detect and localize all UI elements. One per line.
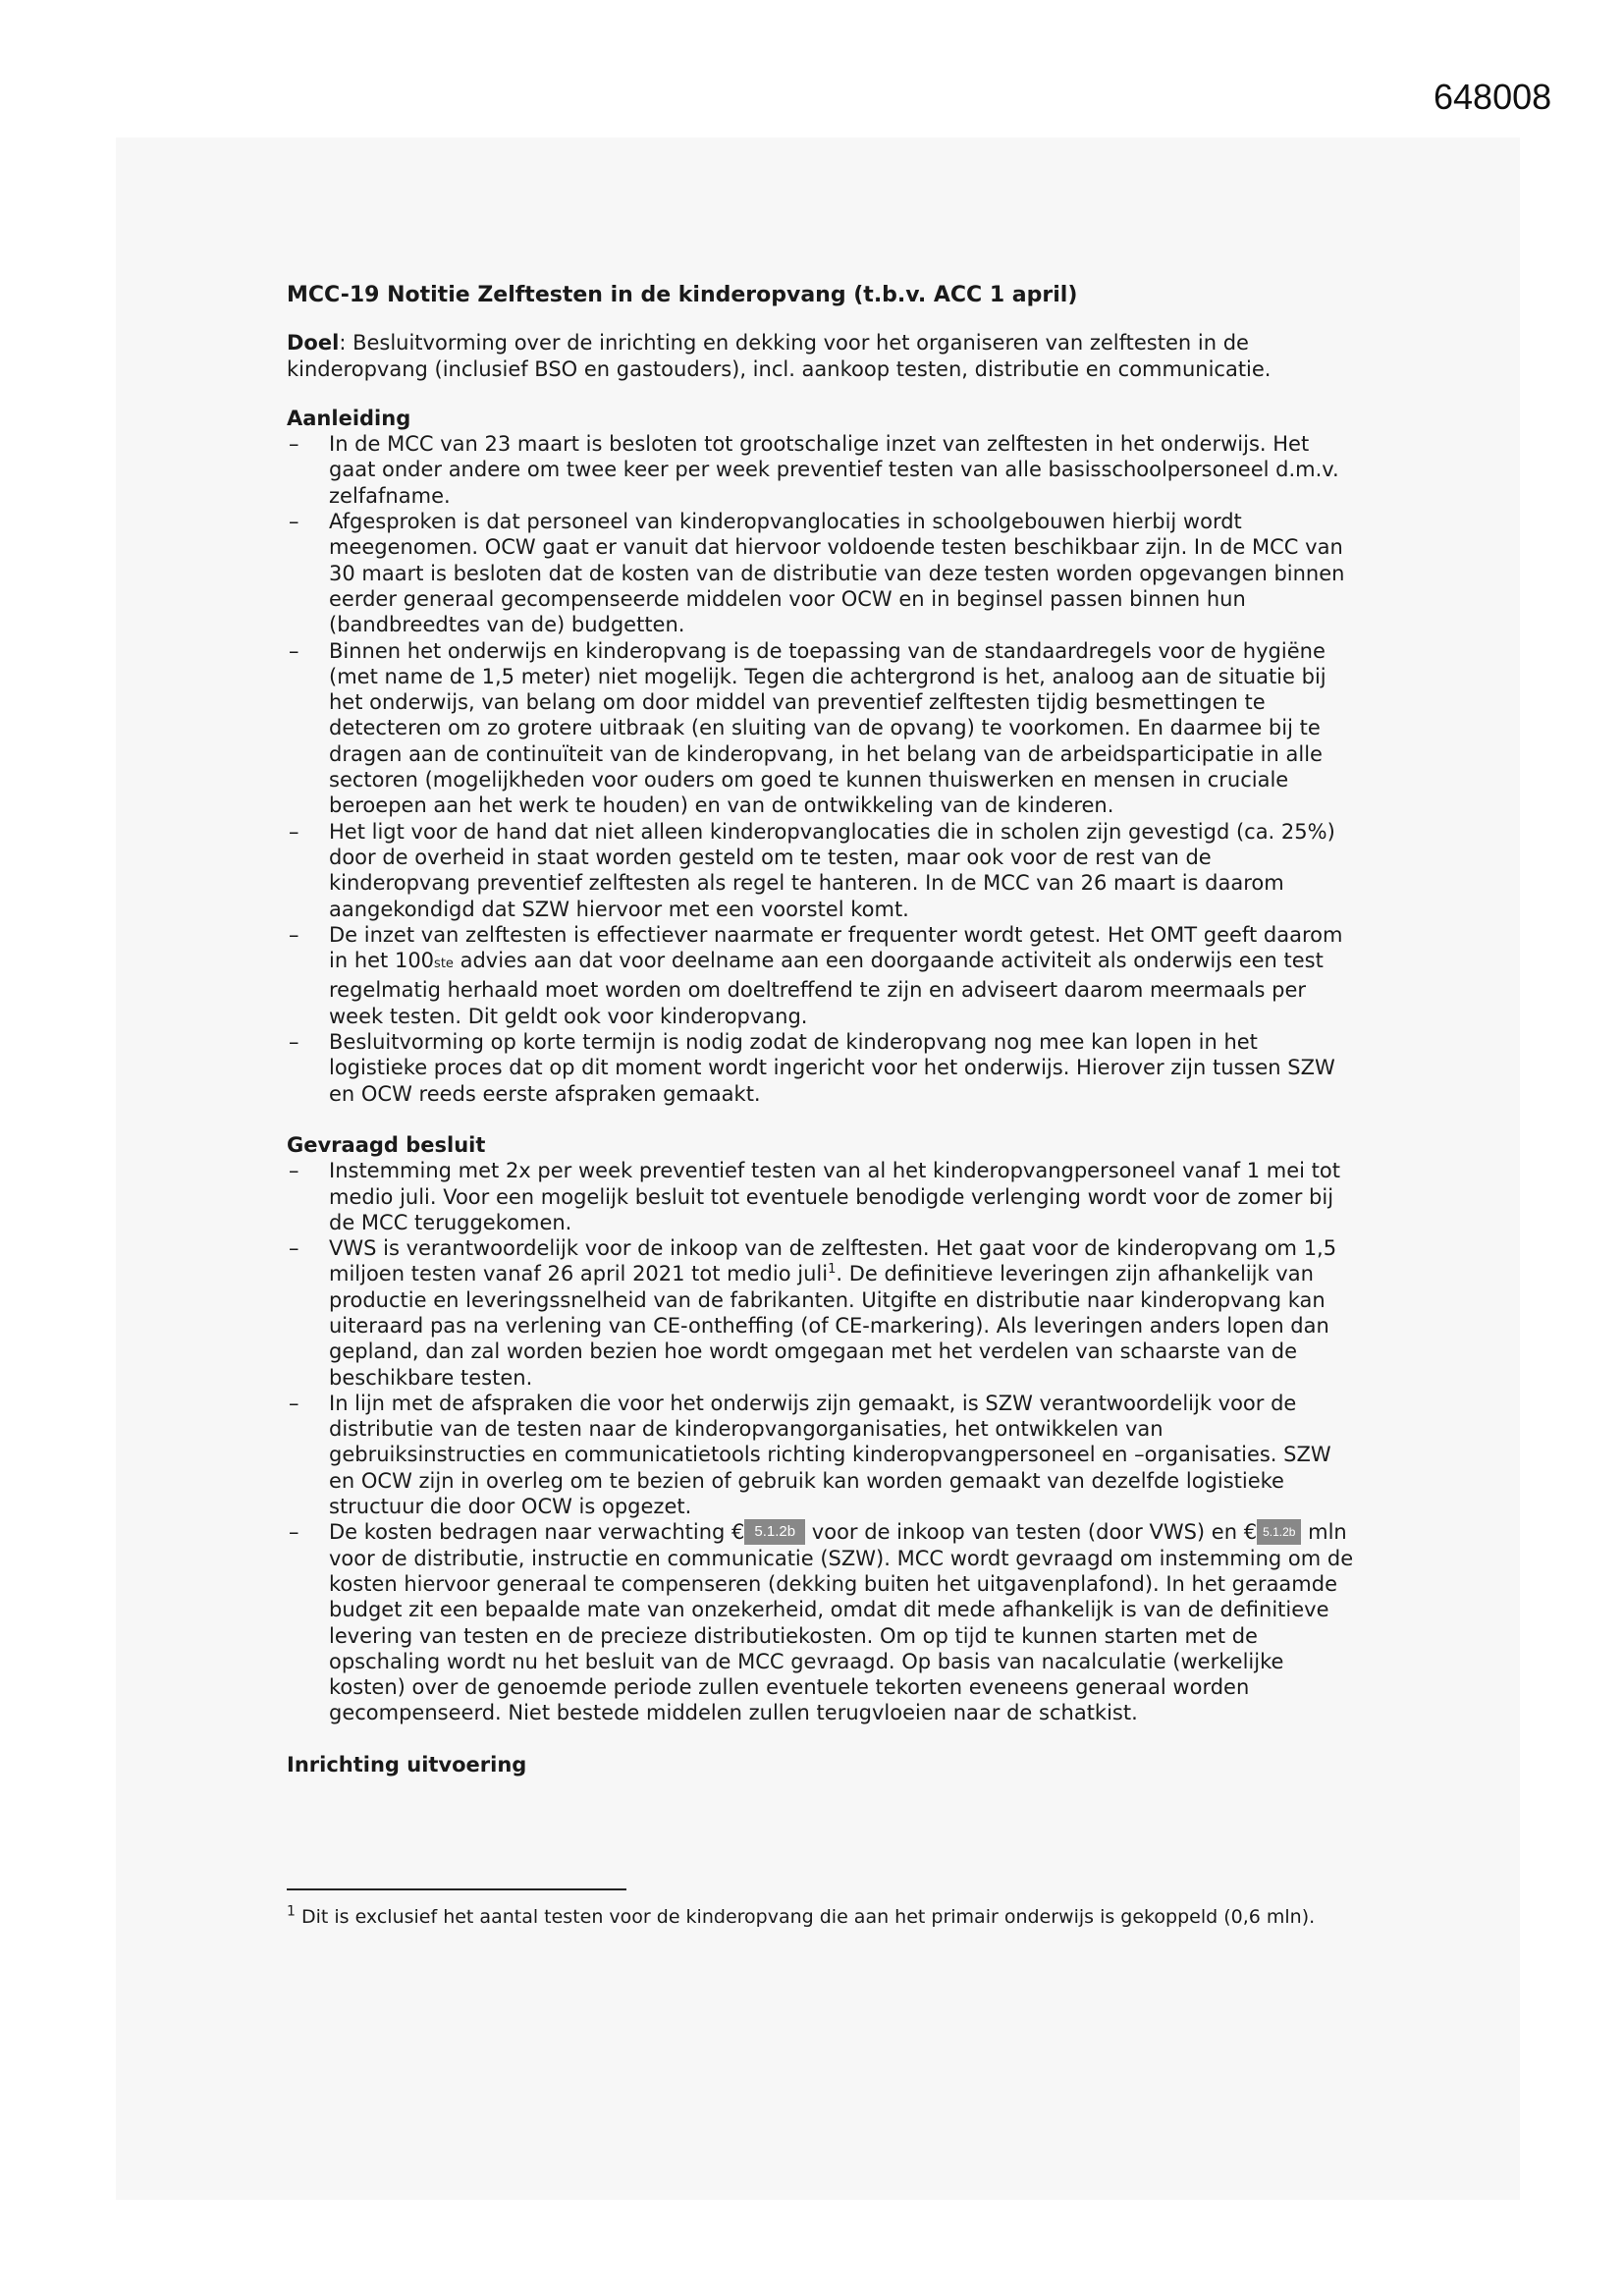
list-item: – In de MCC van 23 maart is besloten tot grootschalige inzet van zelftesten in het onderwijs. Het gaat onder andere om twee keer per week preventief testen van alle basisschoolpersoneel d.m.v. zelfafname. bbox=[287, 431, 1357, 509]
ordinal-suffix: ste bbox=[434, 957, 454, 972]
list-item-text: mln voor de distributie, instructie en communicatie (SZW). MCC wordt gevraagd om instemming om de kosten hiervoor generaal te compenseren (dekking buiten het uitgavenplafond). In het geraamde budget zit een bepaalde mate van onzekerheid, omdat dit mede afhankelijk is van de definitieve levering van testen en de precieze distributiekosten. Om op tijd te kunnen starten met de opschaling wordt nu het besluit van de MCC gevraagd. Op basis van nacalculatie (werkelijke kosten) over de genoemde periode zullen eventuele tekorten eveneens generaal worden gecompenseerd. Niet bestede middelen zullen terugvloeien naar de schatkist. bbox=[329, 1520, 1354, 1725]
list-item-text: VWS is verantwoordelijk voor de inkoop van de zelftesten. Het gaat voor de kinderopvang om 1,5 miljoen testen vanaf 26 april 2021 tot medio juli bbox=[329, 1236, 1337, 1286]
redaction-box: 5.1.2b bbox=[744, 1519, 805, 1545]
uitvoering-heading: Inrichting uitvoering bbox=[287, 1752, 527, 1777]
doel-label: Doel bbox=[287, 331, 340, 355]
list-item: – In lijn met de afspraken die voor het onderwijs zijn gemaakt, is SZW verantwoordelijk voor de distributie van de testen naar de kinderopvangorganisaties, het ontwikkelen van gebruiksinstructies en communicatietools richting kinderopvangpersoneel en –organisaties. SZW en OCW zijn in overleg om te bezien of gebruik kan worden gemaakt van dezelfde logistieke structuur die door OCW is opgezet. bbox=[287, 1391, 1357, 1519]
list-item-text: advies aan dat voor deelname aan een doorgaande activiteit als onderwijs een test regelmatig herhaald moet worden om doeltreffend te zijn en adviseert daarom meermaals per week testen. Dit geldt ook voor kinderopvang. bbox=[329, 949, 1324, 1028]
doel-paragraph bbox=[287, 330, 1357, 382]
document-title: MCC-19 Notitie Zelftesten in de kinderopvang (t.b.v. ACC 1 april) bbox=[287, 283, 1078, 307]
list-item-text: voor de inkoop van testen (door VWS) en € bbox=[805, 1520, 1258, 1545]
footnote bbox=[287, 1905, 1367, 1929]
list-item: – Afgesproken is dat personeel van kinderopvanglocaties in schoolgebouwen hierbij wordt meegenomen. OCW gaat er vanuit dat hiervoor voldoende testen beschikbaar zijn. In de MCC van 30 maart is besloten dat de kosten van de distributie van deze testen worden opgevangen binnen eerder generaal gecompenseerde middelen voor OCW en in beginsel passen binnen hun (bandbreedtes van de) budgetten. bbox=[287, 509, 1357, 637]
list-item: – Instemming met 2x per week preventief testen van al het kinderopvangpersoneel vanaf 1 mei tot medio juli. Voor een mogelijk besluit tot eventuele benodigde verlenging wordt voor de zomer bij de MCC teruggekomen. bbox=[287, 1158, 1357, 1235]
document-body bbox=[287, 283, 1357, 1777]
footnote-marker: 1 bbox=[287, 1903, 296, 1920]
aanleiding-list bbox=[287, 431, 1357, 1107]
footnote-text: Dit is exclusief het aantal testen voor de kinderopvang die aan het primair onderwijs is gekoppeld (0,6 mln). bbox=[295, 1906, 1316, 1928]
aanleiding-heading: Aanleiding bbox=[287, 406, 411, 430]
document-number: 648008 bbox=[1434, 77, 1552, 117]
list-item-text: De inzet van zelftesten is effectiever naarmate er frequenter wordt getest. Het OMT geeft daarom in het 100 bbox=[329, 922, 1343, 973]
list-item-text: De kosten bedragen naar verwachting € bbox=[329, 1520, 745, 1545]
list-item-text: . De definitieve leveringen zijn afhankelijk van productie en leveringssnelheid van de fabrikanten. Uitgifte en distributie naar kinderopvang kan uiteraard pas na verlening van CE-ontheffing (of CE-markering). Als leveringen anders lopen dan gepland, dan zal worden bezien hoe wordt omgegaan met het verdelen van schaarste van de beschikbare testen. bbox=[329, 1262, 1329, 1390]
redaction-box: 5.1.2b bbox=[1257, 1519, 1301, 1545]
footnote-reference[interactable]: 1 bbox=[828, 1262, 837, 1278]
besluit-list bbox=[287, 1158, 1357, 1726]
list-item: – Binnen het onderwijs en kinderopvang is de toepassing van de standaardregels voor de hygiëne (met name de 1,5 meter) niet mogelijk. Tegen die achtergrond is het, analoog aan de situatie bij het onderwijs, van belang om door middel van preventief zelftesten tijdig besmettingen te detecteren om zo grotere uitbraak (en sluiting van de opvang) te voorkomen. En daarmee bij te dragen aan de continuïteit van de kinderopvang, in het belang van de arbeidsparticipatie in alle sectoren (mogelijkheden voor ouders om goed te kunnen thuiswerken en mensen in cruciale beroepen aan het werk te houden) en van de ontwikkeling van de kinderen. bbox=[287, 638, 1357, 819]
doel-text: : Besluitvorming over de inrichting en dekking voor het organiseren van zelftesten in de kinderopvang (inclusief BSO en gastouders), incl. aankoop testen, distributie en communicatie. bbox=[287, 331, 1272, 381]
list-item bbox=[287, 1519, 1357, 1725]
list-item bbox=[287, 1235, 1357, 1391]
besluit-heading: Gevraagd besluit bbox=[287, 1132, 486, 1157]
list-item: – Besluitvorming op korte termijn is nodig zodat de kinderopvang nog mee kan lopen in het logistieke proces dat op dit moment wordt ingericht voor het onderwijs. Hierover zijn tussen SZW en OCW reeds eerste afspraken gemaakt. bbox=[287, 1029, 1357, 1107]
list-item: – Het ligt voor de hand dat niet alleen kinderopvanglocaties die in scholen zijn gevestigd (ca. 25%) door de overheid in staat worden gesteld om te testen, maar ook voor de rest van de kinderopvang preventief zelftesten als regel te hanteren. In de MCC van 26 maart is daarom aangekondigd dat SZW hiervoor met een voorstel komt. bbox=[287, 819, 1357, 922]
list-item bbox=[287, 922, 1357, 1029]
footnote-divider bbox=[287, 1888, 626, 1890]
